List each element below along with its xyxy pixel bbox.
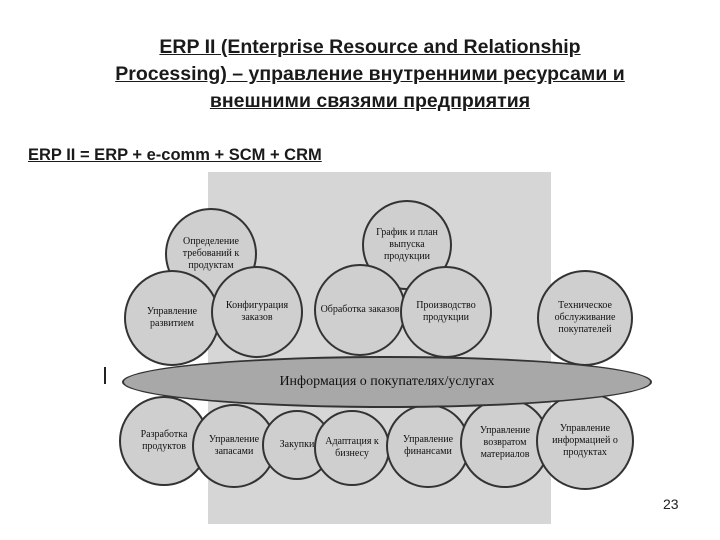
node-finance: Управление финансами: [386, 404, 470, 488]
node-requirements: Определение требований к продуктам: [165, 208, 257, 300]
node-maintenance: Техническое обслуживание покупателей: [537, 270, 633, 366]
erp-formula: ERP II = ERP + e-comm + SCM + CRM: [28, 146, 322, 164]
node-adaptation: Адаптация к бизнесу: [314, 410, 390, 486]
node-returns: Управление возвратом материалов: [460, 398, 550, 488]
node-purchasing: Закупки: [262, 410, 332, 480]
page-number: 23: [663, 496, 679, 512]
node-product-development: Разработка продуктов: [119, 396, 209, 486]
central-info-ellipse: [122, 356, 652, 408]
central-info-label: Информация о покупателях/услугах: [279, 374, 495, 389]
title-line-1: ERP II (Enterprise Resource and Relationship: [159, 36, 581, 58]
vertical-bar-mark: [104, 367, 106, 384]
node-order-processing: Обработка заказов: [314, 264, 406, 356]
title-line-3: внешними связями предприятия: [209, 90, 531, 112]
node-info-products: Управление информацией о продуктах: [536, 392, 634, 490]
node-schedule: График и план выпуска продукции: [362, 200, 452, 290]
node-inventory: Управление запасами: [192, 404, 276, 488]
title-line-2: Processing) – управление внутренними ресурсами и: [115, 63, 625, 85]
node-configuration: Конфигурация заказов: [211, 266, 303, 358]
slide-title: [30, 34, 710, 115]
node-production: Производство продукции: [400, 266, 492, 358]
node-development: Управление развитием: [124, 270, 220, 366]
